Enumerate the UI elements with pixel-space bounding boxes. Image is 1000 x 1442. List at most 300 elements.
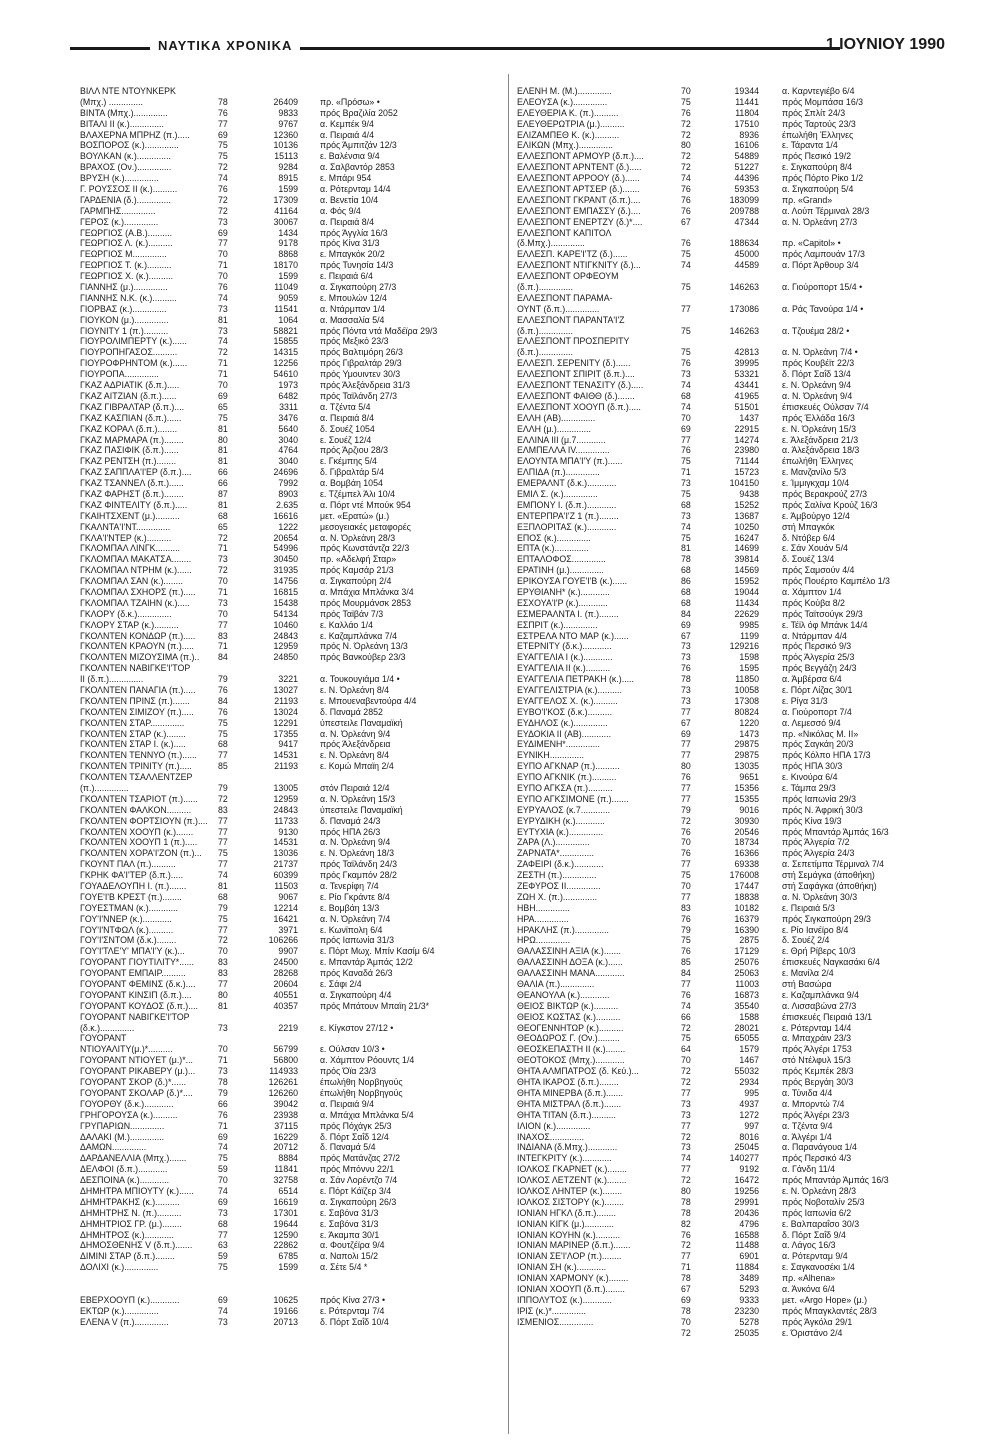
build-year: 66: [681, 1011, 691, 1022]
build-year: 64: [681, 1044, 691, 1055]
tonnage: 20713: [273, 1316, 298, 1327]
tonnage: 54996: [273, 543, 298, 554]
ship-row: [80, 620, 500, 631]
status: α. Ρότερνταμ 14/4: [320, 184, 391, 195]
build-year: 66: [218, 1098, 228, 1109]
ship-row: [80, 794, 500, 805]
ship-name: ΓΟΥΟΡΑΝΤ ΡΙΚΑΒΕΡΥ (μ.)...: [80, 1066, 196, 1077]
ship-row: [80, 293, 500, 304]
ship-name: ΙΟΝΙΑΝ ΜΑΡΙΝΕΡ (δ.π.).......: [517, 1240, 631, 1251]
tonnage: 9178: [278, 238, 298, 249]
ship-name: ΕΠΟΣ (κ.)..............: [517, 532, 591, 543]
ship-row: [517, 837, 947, 848]
ship-row: [517, 805, 947, 816]
ship-row: [80, 467, 500, 478]
build-year: 77: [681, 1164, 691, 1175]
build-year: 73: [681, 1142, 691, 1153]
ship-name: ΓΚΟΛΝΤΕΝ ΜΙΖΟΥΣΙΜΑ (π.)..: [80, 652, 200, 663]
tonnage: 12214: [273, 902, 298, 913]
build-year: 79: [218, 902, 228, 913]
status: πρός Πόντα ντά Μαδέϊρα 29/3: [320, 325, 438, 336]
status: α. Σέτε 5/4 *: [320, 1262, 368, 1273]
build-year: 77: [681, 706, 691, 717]
build-year: 72: [681, 1240, 691, 1251]
ship-row: [80, 511, 500, 522]
ship-name: ΓΚΟΛΝΤΕΝ ΣΤΑΡ Ι. (κ.).....: [80, 739, 186, 750]
build-year: 74: [681, 260, 691, 271]
status: α. Γιούροπορτ 15/4 •: [782, 282, 863, 293]
tonnage: 24843: [273, 804, 298, 815]
build-year: 66: [218, 478, 228, 489]
build-year: 83: [218, 968, 228, 979]
status: ε. Κωνϊπολη 6/4: [320, 924, 383, 935]
ship-name: ΕΣΠΡΙΤ (κ.)..............: [517, 619, 598, 630]
ship-name: ΗΒΗ..............: [517, 902, 570, 913]
ship-row: [517, 935, 947, 946]
ship-row: [80, 358, 500, 369]
tonnage: 13027: [273, 684, 298, 695]
ship-name: ΓΚΑΖ ΑΔΡΙΑΤΙΚ (δ.π.).....: [80, 380, 180, 391]
status: μετ. «Ερατώ» (μ.): [320, 510, 390, 521]
ship-name: ΔΗΜΗΤΡΟΣ (κ.)............: [80, 1229, 174, 1240]
tonnage: 9284: [278, 162, 298, 173]
ship-row: [80, 1295, 500, 1306]
build-year: 76: [218, 706, 228, 717]
tonnage: 16106: [734, 140, 759, 151]
status: πρός Ταρτούς 23/3: [782, 118, 856, 129]
tonnage: 10250: [734, 521, 759, 532]
tonnage: 9067: [278, 891, 298, 902]
ship-name: ΓΙΟΡΒΑΣ (κ.)..............: [80, 303, 167, 314]
ship-row: [80, 249, 500, 260]
ship-row: [80, 565, 500, 576]
build-year: 78: [681, 1196, 691, 1207]
ship-row: [80, 892, 500, 903]
status: ε. Σιγκαπούρη 8/4: [782, 162, 853, 173]
ship-name: ΘΕΑΝΟΥΛΑ (κ.)............: [517, 989, 610, 1000]
ship-name: ΗΡΑ..............: [517, 913, 569, 924]
tonnage: 39042: [273, 1098, 298, 1109]
ship-name: ΟΥΝΤ (δ.π.)..............: [517, 303, 600, 314]
status: πρ. «Πρόσω» •: [320, 96, 380, 107]
tonnage: 9907: [278, 946, 298, 957]
build-year: 67: [681, 630, 691, 641]
ship-row: [80, 130, 500, 141]
ship-name: ΕΥΔΗΛΟΣ (κ.)..............: [517, 717, 608, 728]
ship-row: [517, 968, 947, 979]
status: πρός Βανκούβερ 23/3: [320, 652, 406, 663]
ship-row: [517, 1023, 947, 1034]
build-year: 75: [681, 249, 691, 260]
ship-row: [80, 957, 500, 968]
status: ε. Μπάρι 954: [320, 173, 372, 184]
tonnage: 9192: [739, 1164, 759, 1175]
build-year: 71: [218, 1055, 228, 1066]
ship-name: ΕΛΛΕΣΠ. ΣΕΡΕΝΙΤΥ (δ.)......: [517, 358, 631, 369]
build-year: 75: [218, 1153, 228, 1164]
ship-row: [80, 97, 500, 108]
build-year: 73: [218, 1316, 228, 1327]
build-year: 73: [681, 652, 691, 663]
status: α. Σιγκαπούρη 27/3: [320, 282, 397, 293]
status: α. Πειραιά 4/4: [320, 129, 375, 140]
tonnage: 11841: [274, 1164, 298, 1175]
ship-row: [517, 957, 947, 968]
tonnage: 17510: [734, 118, 759, 129]
ship-name: ΖΑΡΝΑΤΑ*..............: [517, 848, 594, 859]
tonnage: 6482: [278, 390, 298, 401]
build-year: 84: [218, 652, 228, 663]
tonnage: 23230: [734, 1305, 759, 1316]
ship-row: [80, 805, 500, 816]
status: πρός Σαγκάη 20/3: [782, 739, 854, 750]
build-year: 83: [681, 902, 691, 913]
ship-name: ΙΟΝΙΑΝ ΚΟΥΗΝ (κ.)..........: [517, 1229, 621, 1240]
tonnage: 9333: [739, 1294, 759, 1305]
ship-name: ΖΕΣΤΗ (π.)..............: [517, 870, 597, 881]
status: πρός ΗΠΑ 30/3: [782, 761, 843, 772]
ship-name: (δ.κ.)..............: [80, 1022, 135, 1033]
status: πρός Κίνα 27/3 •: [320, 1294, 386, 1305]
tonnage: 1272: [739, 1109, 759, 1120]
build-year: 77: [218, 619, 228, 630]
tonnage: 1599: [278, 271, 298, 282]
ship-name: ΙΟΝΙΑΝ ΧΑΡΜΟΝΥ (κ.)........: [517, 1273, 629, 1284]
ship-row: [80, 935, 500, 946]
tonnage: 40551: [273, 989, 298, 1000]
ship-row: [80, 151, 500, 162]
tonnage: 10460: [273, 619, 298, 630]
ship-row: [517, 1295, 947, 1306]
build-year: 75: [218, 848, 228, 859]
build-year: 81: [218, 1000, 228, 1011]
ship-row: [517, 946, 947, 957]
tonnage: 25045: [734, 1142, 759, 1153]
ship-name: ΓΟΥΟΡΘΥ (δ.κ.)............: [80, 1098, 174, 1109]
tonnage: 69338: [734, 859, 759, 870]
ship-name: ΕΛΛΕΣΠΟΝΤ ΑΡΜΟΥΡ (δ.π.)....: [517, 151, 644, 162]
status: α. Ντάρμπαν 1/4: [320, 303, 385, 314]
status: μετ. «Argo Hope» (μ.): [782, 1294, 868, 1305]
ship-row: [517, 238, 947, 249]
ship-name: ΓΚΟΛΝΤΕΝ ΚΡΑΟΥΝ (π.).....: [80, 641, 194, 652]
ship-row: [80, 696, 500, 707]
build-year: 72: [218, 935, 228, 946]
tonnage: 18734: [734, 837, 759, 848]
ship-row: [80, 903, 500, 914]
ship-name: ΙΛΙΟΝ (κ.)..............: [517, 1120, 591, 1131]
ship-name: ΓΙΟΥΡΟΠΑ..............: [80, 369, 159, 380]
build-year: 73: [681, 695, 691, 706]
ship-row: [517, 282, 947, 293]
build-year: 76: [681, 826, 691, 837]
ship-name: ΒΙΤΑΛΙ ΙΙ (κ.)..............: [80, 118, 164, 129]
ship-name: ΒΡΑΧΟΣ (Ον.)..............: [80, 162, 172, 173]
column-divider: [508, 74, 509, 1434]
tonnage: 42813: [734, 347, 759, 358]
ship-name: ΓΟΥΟΡΑΝΤ ΦΕΜΙΝΣ (δ.κ.)....: [80, 979, 196, 990]
tonnage: 16421: [273, 913, 298, 924]
tonnage: 146263: [729, 325, 759, 336]
ship-name: ΘΗΤΑ ΜΙΝΕΡΒΑ (δ.π.).......: [517, 1087, 624, 1098]
status: ε. Μπουλών 12/4: [320, 292, 387, 303]
ship-name: ΘΕΟΤΟΚΟΣ (Μπχ.)............: [517, 1055, 625, 1066]
tonnage: 39995: [734, 358, 759, 369]
build-year: 71: [218, 260, 228, 271]
ship-row: [80, 1088, 500, 1099]
ship-name: ΓΕΩΡΓΙΟΣ Μ..............: [80, 249, 167, 260]
tonnage: 28021: [734, 1022, 759, 1033]
ship-row: [517, 228, 947, 239]
build-year: 76: [218, 1109, 228, 1120]
tonnage: 8884: [278, 1153, 298, 1164]
status: ύπεστειλε Παναμαϊκή: [320, 804, 403, 815]
build-year: 81: [218, 499, 228, 510]
status: ε. Καλλάο 1/4: [320, 619, 373, 630]
ship-row: [80, 598, 500, 609]
ship-row: [80, 336, 500, 347]
status: πρ. «Grand»: [782, 194, 833, 205]
build-year: 77: [218, 826, 228, 837]
build-year: 70: [218, 608, 228, 619]
tonnage: 30450: [273, 554, 298, 565]
ship-row: [80, 140, 500, 151]
status: ε. Άκαμπα 30/1: [320, 1229, 380, 1240]
tonnage: 45000: [734, 249, 759, 260]
status: ε. Ν. Όρλεάνη 9/4: [782, 380, 852, 391]
ship-row: [517, 184, 947, 195]
ship-row: [517, 1306, 947, 1317]
ship-row: [80, 772, 500, 783]
ship-name: ΕΡΙΚΟΥΣΑ ΓΟΥΕ'Ι'Β (κ.)......: [517, 576, 628, 587]
ship-name: ΓΕΩΡΓΙΟΣ Τ. (κ.)..........: [80, 260, 172, 271]
ship-name: ΕΛΛΕΣΠΟΝΤ ΕΜΠΑΣΣΥ (δ.)....: [517, 205, 641, 216]
ship-row: [517, 195, 947, 206]
ship-row: [80, 979, 500, 990]
build-year: 77: [681, 303, 691, 314]
ship-name: ΕΥΠΟ ΑΓΚΣΙΜΟΝΕ (π.).......: [517, 793, 629, 804]
tonnage: 2.635: [275, 499, 298, 510]
status: α. Παρανάγουα 1/4: [782, 1142, 857, 1153]
tonnage: 12291: [273, 717, 298, 728]
ship-name: ΙΣΜΕΝΙΟΣ..............: [517, 1316, 594, 1327]
build-year: 70: [681, 86, 691, 96]
status: πρός Άγγλία 16/3: [320, 227, 388, 238]
ship-name: ΔΗΜΗΤΡΑ ΜΠΙΟΥΤΥ (κ.)......: [80, 1185, 194, 1196]
ship-row: [517, 435, 947, 446]
tonnage: 16379: [734, 913, 759, 924]
tonnage: 23938: [273, 1109, 298, 1120]
tonnage: 14531: [273, 750, 298, 761]
status: ε. Μπαντάρ Άμπάς 12/2: [320, 957, 413, 968]
status: πρός Ταϊτσούγκ 29/3: [782, 608, 863, 619]
build-year: 77: [218, 924, 228, 935]
ship-name: ΓΚΑΖ ΠΑΣΙΦΙΚ (δ.π.)......: [80, 445, 179, 456]
ship-row: [517, 1012, 947, 1023]
ship-row: [517, 424, 947, 435]
ship-name: ΘΕΟΔΩΡΟΣ Γ. (Ον.).........: [517, 1033, 620, 1044]
build-year: 73: [681, 1109, 691, 1120]
build-year: 77: [218, 979, 228, 990]
tonnage: 35540: [734, 1000, 759, 1011]
status: α. Σιγκαπούρη 26/3: [320, 1196, 397, 1207]
tonnage: 54889: [734, 151, 759, 162]
build-year: 81: [218, 314, 228, 325]
build-year: 70: [218, 249, 228, 260]
ship-name: ΓΕΩΡΓΙΟΣ Χ. (κ.)..........: [80, 271, 174, 282]
status: δ. Παναμά 5/4: [320, 1142, 376, 1153]
status: πρός Κόλπο ΗΠΑ 17/3: [782, 750, 871, 761]
ship-row: [517, 1208, 947, 1219]
ship-name: ΙΟΛΚΟΣ ΛΗΝΤΕΡ (κ.)........: [517, 1185, 623, 1196]
status: πρός Ματάνζας 27/2: [320, 1153, 401, 1164]
tonnage: 14699: [734, 543, 759, 554]
ship-row: [80, 1055, 500, 1066]
status: πρός Πόρτο Ρίκο 1/2: [782, 173, 864, 184]
build-year: 67: [681, 717, 691, 728]
ship-name: ΕΛΕΝΑ V (π.)..............: [80, 1316, 169, 1327]
ship-row: [80, 304, 500, 315]
tonnage: 13035: [734, 761, 759, 772]
status: ε. Τάμπα 29/3: [782, 783, 836, 793]
status: πρ. «Alhena»: [782, 1273, 836, 1284]
ship-row: [517, 1153, 947, 1164]
ship-name: ΕΛΕΥΘΕΡΩΤΡΙΑ (μ.)..........: [517, 118, 625, 129]
ship-row: [517, 696, 947, 707]
build-year: 82: [681, 1218, 691, 1229]
ship-row: [80, 837, 500, 848]
ship-name: ΓΚΛΟΜΠΑΛ ΤΖΑΙΗΝ (κ.).....: [80, 597, 190, 608]
ship-name: ΔΕΛΦΟΙ (δ.π.)............: [80, 1164, 168, 1175]
status: α. Τζέντα 9/4: [782, 1120, 833, 1131]
tonnage: 1199: [740, 630, 759, 641]
build-year: 78: [681, 1273, 691, 1284]
ship-row: [80, 1186, 500, 1197]
build-year: 72: [218, 162, 228, 173]
ship-row: [80, 674, 500, 685]
status: δ. Πόρτ Σαΐδ 13/4: [782, 369, 851, 380]
tonnage: 17308: [734, 695, 759, 706]
ship-row: [80, 119, 500, 130]
ship-row: [80, 1284, 500, 1295]
tonnage: 1222: [278, 521, 298, 532]
status: α. Σαλβαντόρ 2853: [320, 162, 395, 173]
ship-name: ΓΟΥΑΔΕΛΟΥΠΗ Ι. (π.).......: [80, 881, 187, 892]
ship-name: ΓΚΑΖ ΜΑΡΜΑΡΑ (π.)........: [80, 434, 184, 445]
ship-row: [517, 816, 947, 827]
build-year: 77: [681, 1251, 691, 1262]
ship-name: ΓΕΡΟΣ (κ.)..............: [80, 216, 159, 227]
tonnage: 32758: [273, 1175, 298, 1186]
ship-row: [517, 358, 947, 369]
ship-name: ΓΟΥ'Ι'ΝΤΦΩΛ (κ.)..........: [80, 924, 174, 935]
build-year: 73: [218, 554, 228, 565]
build-year: 75: [681, 1033, 691, 1044]
tonnage: 22629: [734, 608, 759, 619]
build-year: 75: [681, 347, 691, 358]
build-year: 70: [681, 1055, 691, 1066]
build-year: 76: [681, 913, 691, 924]
ship-name: ΕΥΠΟ ΑΓΚΣΑ (π.)..........: [517, 783, 613, 793]
ship-row: [80, 707, 500, 718]
build-year: 80: [218, 989, 228, 1000]
build-year: 70: [218, 1044, 228, 1055]
tonnage: 209788: [729, 205, 759, 216]
left-column: [80, 86, 500, 1328]
status: α. Ν. Όρλεάνη 30/3: [782, 891, 858, 902]
ship-row: [80, 1273, 500, 1284]
status: πρός Κίνα 31/3: [320, 238, 380, 249]
ship-name: ΘΗΤΑ ΤΙΤΑΝ (δ.π.)..........: [517, 1109, 616, 1120]
tonnage: 9059: [278, 292, 298, 303]
build-year: 75: [218, 412, 228, 423]
status: α. Ν. Όρλεάνη 7/4: [320, 913, 391, 924]
ship-row: [517, 1110, 947, 1121]
status: α. Ναπολι 15/2: [320, 1251, 379, 1262]
ship-row: [80, 827, 500, 838]
ship-row: [517, 489, 947, 500]
ship-row: [517, 903, 947, 914]
tonnage: 9438: [739, 488, 759, 499]
status: ε. Καζαμπλάνκα 9/4: [782, 989, 859, 1000]
tonnage: 17355: [273, 728, 298, 739]
ship-name: ΙΠΠΟΛΥΤΟΣ (κ.)............: [517, 1294, 612, 1305]
status: α. Ν. Όρλεάνη 9/4: [782, 390, 853, 401]
status: πρός ΗΠΑ 26/3: [320, 826, 381, 837]
build-year: 69: [218, 129, 228, 140]
status: α. Πειραιά 8/4: [320, 412, 375, 423]
ship-name: ΕΒΕΡΧΟΟΥΠ (κ.)............: [80, 1294, 180, 1305]
ship-name: ΖΑΦΕΙΡΙ (δ.κ.)............: [517, 859, 604, 870]
ship-name: ΕΣΧΟΥΑ'Ι'Ρ (κ.)............: [517, 597, 608, 608]
build-year: 72: [681, 162, 691, 173]
status: ε. Σάν Χουάν 5/4: [782, 543, 848, 554]
ship-name: ΔΗΜΗΤΡΗΣ Ν. (π.)..........: [80, 1207, 182, 1218]
ship-name: ΓΚΡΗΚ ΦΑ'Ι'ΤΕΡ (δ.π.).....: [80, 870, 184, 881]
tonnage: 12590: [273, 1229, 298, 1240]
status: ε. Όριστάνο 2/4: [782, 1327, 843, 1338]
build-year: 71: [218, 543, 228, 554]
ship-name: ΔΗΜΟΣΘΕΝΗΣ V (δ.π.).......: [80, 1240, 193, 1251]
ship-row: [517, 1240, 947, 1251]
build-year: 69: [218, 1131, 228, 1142]
ship-row: [80, 1121, 500, 1132]
build-year: 68: [218, 1218, 228, 1229]
ship-row: [80, 173, 500, 184]
build-year: 74: [681, 401, 691, 412]
build-year: 77: [681, 1087, 691, 1098]
status: α. Τενερίφη 7/4: [320, 881, 379, 892]
status: α. Γιούροπορτ 7/4: [782, 706, 852, 717]
ship-row: [80, 86, 500, 97]
ship-name: ΙΟΝΙΑΝ ΧΟΟΥΠ (δ.π.)........: [517, 1283, 625, 1294]
ship-row: [517, 500, 947, 511]
tonnage: 173086: [729, 303, 759, 314]
ship-row: [80, 413, 500, 424]
tonnage: 15723: [734, 467, 759, 478]
build-year: 76: [681, 184, 691, 195]
ship-name: ΕΥΡΥΑΛΟΣ (κ.7............: [517, 804, 611, 815]
ship-row: [517, 1121, 947, 1132]
build-year: 87: [218, 488, 228, 499]
ship-row: [80, 1099, 500, 1110]
tonnage: 176008: [729, 870, 759, 881]
ship-name: ΓΚΛΟΡΥ ΣΤΑΡ (κ.)..........: [80, 619, 179, 630]
ship-name: ΓΟΥΟΡΑΝΤ ΓΙΟΥΤΙΛΙΤΥ*......: [80, 957, 194, 968]
status: πρ. «Αδελφή Σταρ»: [320, 554, 397, 565]
ship-name: ΙΙ (δ.π.)..............: [80, 674, 144, 685]
build-year: 75: [681, 96, 691, 107]
